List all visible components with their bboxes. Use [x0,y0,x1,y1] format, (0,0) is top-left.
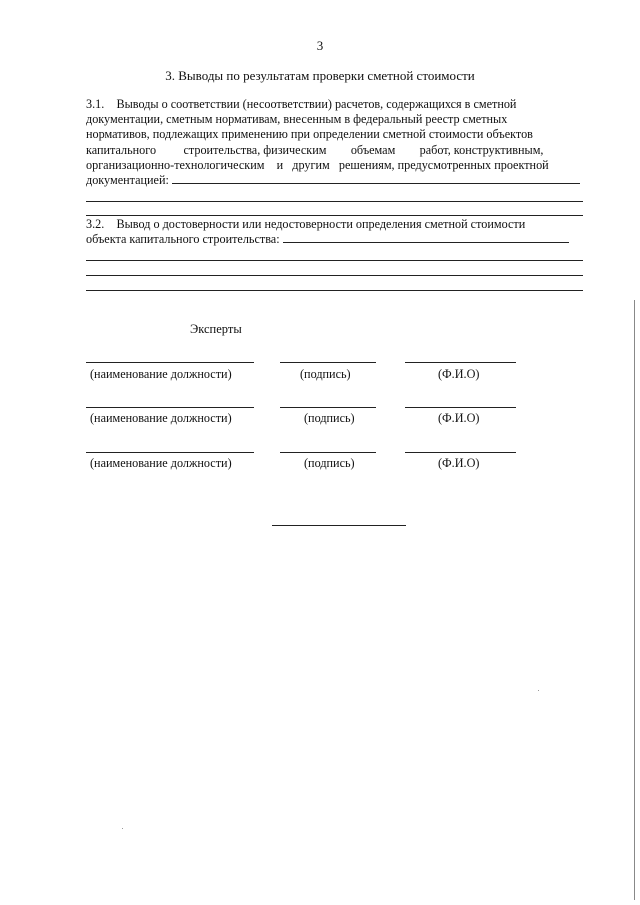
conclusion-3-1-fill-line[interactable] [172,173,580,184]
signature-label: (подпись) [304,411,355,425]
signature-line[interactable] [280,452,376,453]
position-line[interactable] [86,452,254,453]
conclusion-3-2-fill-line[interactable] [283,232,569,243]
position-line[interactable] [86,407,254,408]
paragraph-3-1-line-2: документации, сметным нормативам, внесенным в федеральный реестр сметных [86,112,508,127]
conclusion-3-2-blank-line[interactable] [86,260,583,261]
section-title: 3. Выводы по результатам проверки сметной стоимости [165,68,475,83]
scan-speck [538,690,539,691]
paragraph-3-2-line-1: 3.2. Вывод о достоверности или недостоверности определения сметной стоимости [86,217,526,231]
paragraph-3-2 [86,217,590,247]
paragraph-3-1 [86,97,590,188]
paragraph-3-1-line-5: организационно-технологическим и другим решениям, предусмотренных проектной [86,157,549,172]
paragraph-3-2-last-line [86,232,590,247]
scan-edge [634,300,635,900]
paragraph-3-1-line-1: 3.1. Выводы о соответствии (несоответствии) расчетов, содержащихся в сметной [86,97,517,111]
conclusion-3-1-blank-line[interactable] [86,201,583,202]
scan-speck [122,828,123,829]
position-label: (наименование должности) [90,411,232,425]
closing-rule [272,525,406,526]
position-line[interactable] [86,362,254,363]
page-number: 3 [316,38,324,53]
signature-line[interactable] [280,362,376,363]
conclusion-3-1-blank-line[interactable] [86,215,583,216]
full-name-label: (Ф.И.О) [438,411,480,425]
position-label: (наименование должности) [90,456,232,470]
paragraph-3-2-line-2: объекта капитального строительства: [86,232,280,247]
full-name-label: (Ф.И.О) [438,456,480,470]
full-name-line[interactable] [405,362,516,363]
paragraph-3-1-line-3: нормативов, подлежащих применению при определении сметной стоимости объектов [86,127,533,142]
conclusion-3-2-blank-line[interactable] [86,290,583,291]
signature-line[interactable] [280,407,376,408]
full-name-line[interactable] [405,452,516,453]
position-label: (наименование должности) [90,367,232,381]
full-name-line[interactable] [405,407,516,408]
full-name-label: (Ф.И.О) [438,367,480,381]
signature-label: (подпись) [304,456,355,470]
experts-title: Эксперты [190,322,242,336]
paragraph-3-1-line-6: документацией: [86,173,169,188]
conclusion-3-2-blank-line[interactable] [86,275,583,276]
paragraph-3-1-line-4: капитального строительства, физическим объемам работ, конструктивным, [86,142,544,157]
signature-label: (подпись) [300,367,351,381]
paragraph-3-1-last-line [86,173,590,188]
